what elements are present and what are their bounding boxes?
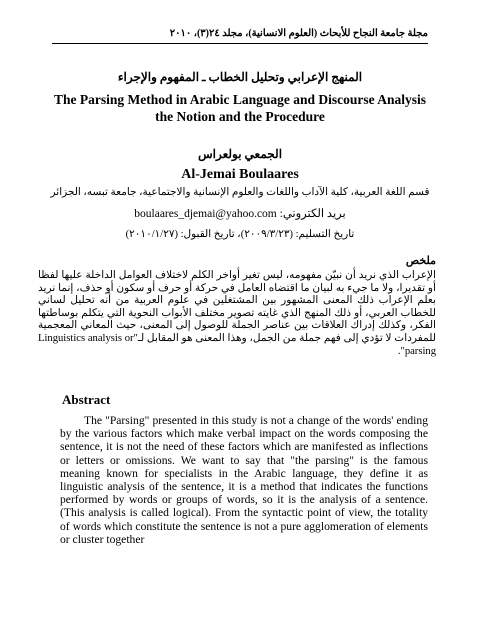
- arabic-author-name: الجمعي بولعراس: [197, 147, 283, 161]
- header-rule: [52, 43, 428, 44]
- arabic-abstract-heading: ملخص: [405, 255, 436, 267]
- english-abstract-body: [60, 414, 428, 546]
- english-abstract-text: The "Parsing" presented in this study is not a change of the words' ending by the various factors which make verbal impact on the words composing the sentence, it is not the need of these factors which are manifested as inflections or letters or omissions. We want to say that "the parsing" is the famous meaning known for specialists in the Arabic language, they define it as linguistic analysis of the sentence, it is a method that indicates the functions performed by words or groups of words, so it is the analysis of a sentence. (This analysis is called logical). From the syntactic point of view, the totality of words which constitute the sentence is not a pure agglomeration of elements or cluster together: [60, 414, 428, 546]
- english-author-name: Al-Jemai Boulaares: [181, 167, 299, 182]
- submission-dates: تاريخ التسليم: (٢٠٠٩/٣/٢٣)، تاريخ القبول: (٢٠١٠/١/٢٧): [125, 229, 355, 240]
- english-abstract-heading: Abstract: [62, 392, 111, 407]
- arabic-title: المنهج الإعرابي وتحليل الخطاب ـ المفهوم والإجراء: [117, 70, 363, 84]
- email-address[interactable]: boulaares_djemai@yahoo.com: [134, 208, 277, 220]
- arabic-abstract-text: الإعراب الذي نريد أن نبيّن مفهومه، ليس تغير أواخر الكلم لاختلاف العوامل الداخلة عليها لفظا أو تقديرا، ولا ما جيء به لبيان ما اقتضاه العامل في حركة أو حرف أو سكون أو حذف، إنما نريد بعلم الإعراب ذلك المعنى المشهور بين المشتغلين في علوم العربية من أنه تحليل لساني للخطاب العربي، أو ذلك المنهج الذي غايته تصوير مختلف الأبواب النحوية التي يتكلم بوساطتها الفكر، وكذلك إدراك العلاقات بين عناصر الجملة للوصول إلى المعنى، حيث المعاني المعجمية للمفردات لا تؤدي إلى فهم جملة من الجمل، وهذا المعنى هو المقابل لـ"Linguistics analysis or parsing".: [38, 270, 436, 357]
- journal-header: مجلة جامعة النجاح للأبحاث (العلوم الانسانية)، مجلد ٢٤(٣)، ٢٠١٠: [169, 28, 428, 39]
- email-line: [40, 207, 440, 221]
- english-title: The Parsing Method in Arabic Language and Discourse Analysis the Notion and the Procedure: [53, 92, 427, 124]
- email-label: بريد الكتروني:: [279, 208, 346, 220]
- author-affiliation: قسم اللغة العربية، كلية الآداب واللغات والعلوم الإنسانية والاجتماعية، جامعة تبسه، الجزائر: [50, 187, 430, 198]
